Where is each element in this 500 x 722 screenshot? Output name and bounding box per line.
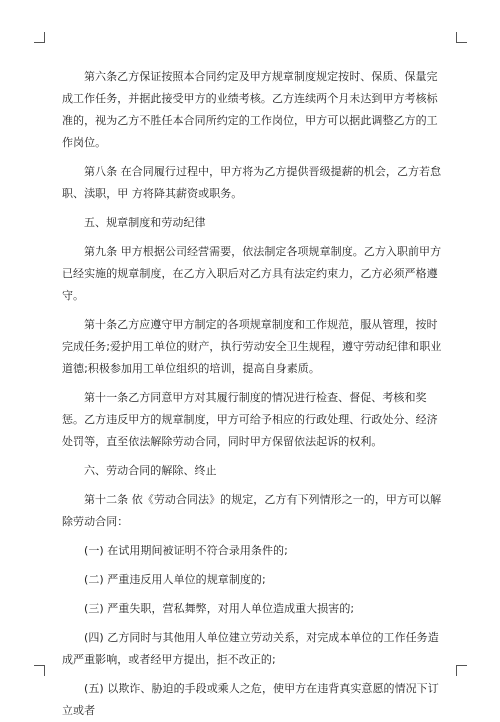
crop-mark-top-right (456, 32, 467, 43)
list-item-4: (四) 乙方同时与其他用人单位建立劳动关系，对完成本单位的工作任务造成严重影响，或者经甲方提出，拒不改正的; (62, 631, 439, 666)
paragraph-article-10: 第十条乙方应遵守甲方制定的各项规章制度和工作规范，服从管理，按时完成任务;爱护用工单位的财产，执行劳动安全卫生规程，遵守劳动纪律和职业道德;积极参加用工单位组织的培训，提高自身素质。 (62, 318, 442, 375)
paragraph-article-12: 第十二条 依《劳动合同法》的规定，乙方有下列情形之一的，甲方可以解除劳动合同： (62, 493, 442, 528)
section-heading-5: 五、规章制度和劳动纪律 (84, 216, 206, 229)
crop-mark-bottom-left (34, 665, 45, 676)
list-item-2: (二) 严重违反用人单位的规章制度的; (84, 573, 266, 586)
list-item-3: (三) 严重失职，营私舞弊，对用人单位造成重大损害的; (84, 602, 355, 615)
list-item-1: (一) 在试用期间被证明不符合录用条件的; (84, 544, 288, 557)
crop-mark-bottom-right (456, 665, 467, 676)
crop-mark-top-left (34, 32, 45, 43)
document-page (62, 66, 446, 722)
section-heading-6: 六、劳动合同的解除、终止 (84, 464, 217, 477)
paragraph-article-11: 第十一条乙方同意甲方对其履行制度的情况进行检查、督促、考核和奖惩。乙方违反甲方的规章制度，甲方可给予相应的行政处理、行政处分、经济处罚等，直至依法解除劳动合同，同时甲方保留依法起诉的权利。 (62, 391, 438, 448)
paragraph-article-9: 第九条 甲方根据公司经营需要，依法制定各项规章制度。乙方入职前甲方已经实施的规章制度，在乙方入职后对乙方具有法定约束力，乙方必须严格遵守。 (62, 245, 442, 302)
paragraph-article-8: 第八条 在合同履行过程中，甲方将为乙方提供晋级提薪的机会，乙方若怠职、渎职，甲 方将降其薪资或职务。 (62, 165, 442, 200)
paragraph-article-6: 第六条乙方保证按照本合同约定及甲方规章制度规定按时、保质、保量完成工作任务，并据此接受甲方的业绩考核。乙方连续两个月未达到甲方考核标准的，视为乙方不胜任本合同所约定的工作岗位，甲方可以据此调整乙方的工作岗位。 (62, 70, 438, 149)
list-item-5: (五) 以欺诈、胁迫的手段或乘人之危，使甲方在违背真实意愿的情况下订立或者 (62, 682, 439, 717)
